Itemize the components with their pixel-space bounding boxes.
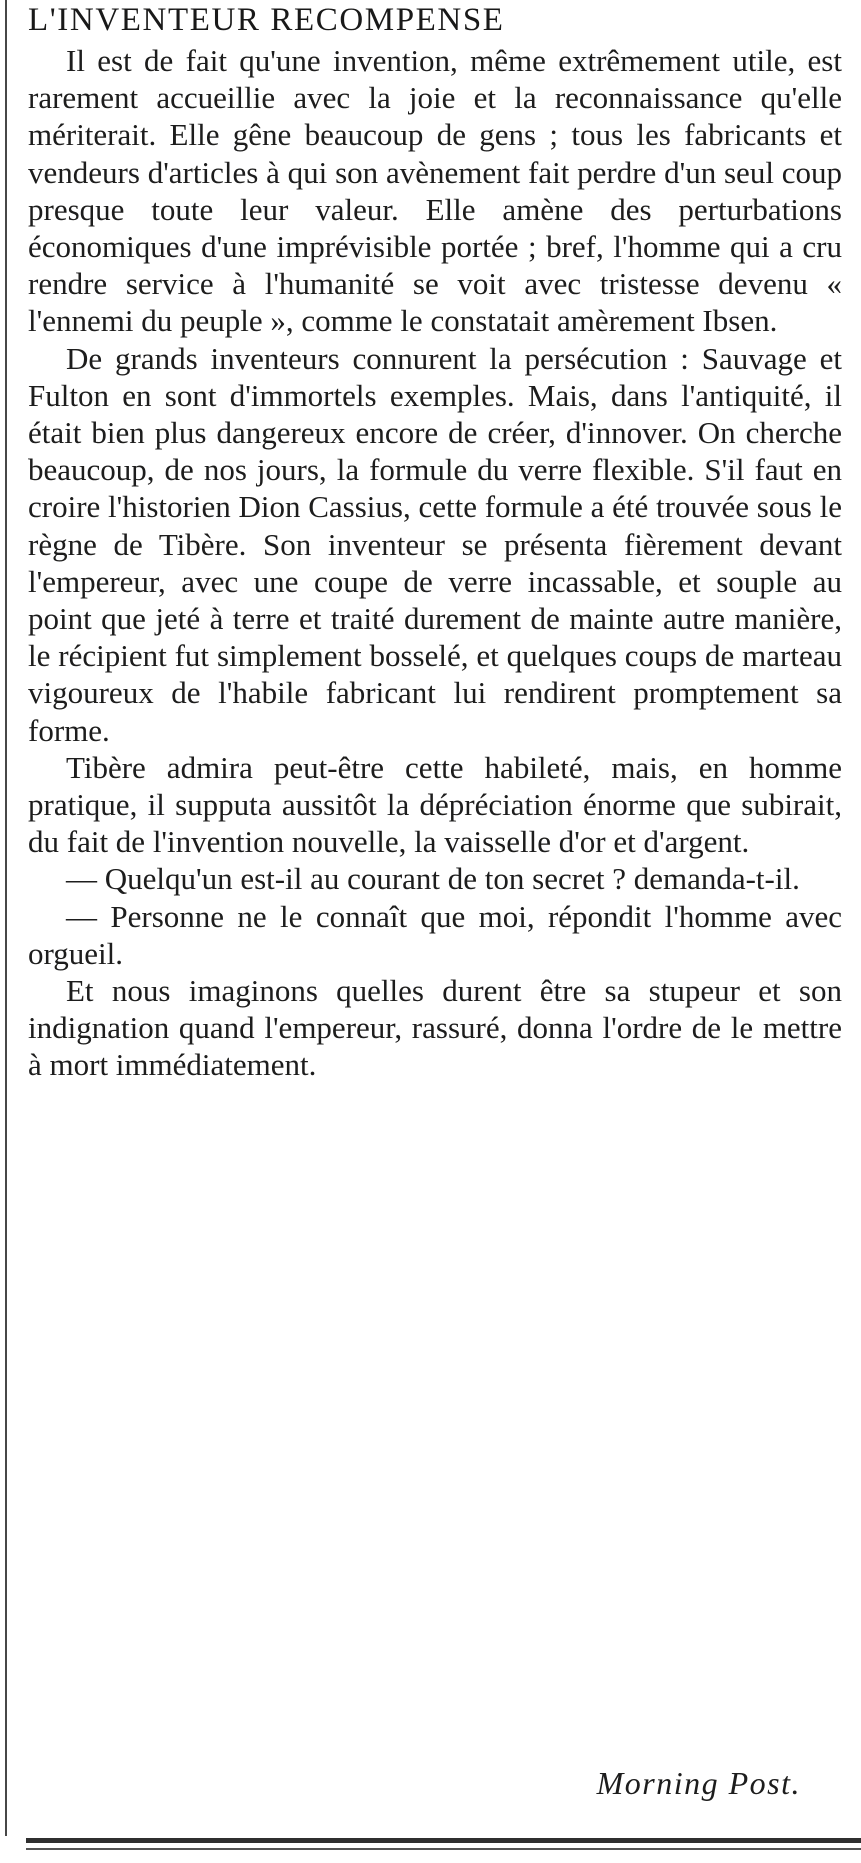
article-headline: L'INVENTEUR RECOMPENSE bbox=[28, 2, 505, 38]
article-paragraph-2: De grands inventeurs connurent la persécution : Sauvage et Fulton en sont d'immortels exemples. Mais, dans l'antiquité, il était bien plus dangereux encore de créer, d'innover. On cherche beaucoup, de nos jours, la formule du verre flexible. S'il faut en croire l'historien Dion Cassius, cette formule a été trouvée sous le règne de Tibère. Son inventeur se présenta fièrement devant l'empereur, avec une coupe de verre incassable, et souple au point que jeté à terre et traité durement de mainte autre manière, le récipient fut simplement bosselé, et quelques coups de marteau vigoureux de l'habile fabricant lui rendirent promptement sa forme. bbox=[28, 340, 842, 748]
article-paragraph-4: — Quelqu'un est-il au courant de ton secret ? demanda-t-il. bbox=[66, 861, 800, 897]
column-divider-left bbox=[5, 0, 7, 1836]
article-paragraph-6: Et nous imaginons quelles durent être sa stupeur et son indignation quand l'empereur, rassuré, donna l'ordre de le mettre à mort immédiatement. bbox=[28, 973, 842, 1083]
bottom-rule-thin bbox=[26, 1848, 861, 1850]
article-paragraph-5: — Personne ne le connaît que moi, répondit l'homme avec orgueil. bbox=[28, 898, 842, 971]
article-signature: Morning Post. bbox=[596, 1765, 801, 1801]
article-column bbox=[28, 0, 842, 1084]
bottom-rule-thick bbox=[26, 1838, 861, 1843]
article-paragraph-1: Il est de fait qu'une invention, même extrêmement utile, est rarement accueillie avec la joie et la reconnaissance qu'elle mériterait. Elle gêne beaucoup de gens ; tous les fabricants et vendeurs d'articles à qui son avènement fait perdre d'un seul coup presque toute leur valeur. Elle amène des perturbations économiques d'une imprévisible portée ; bref, l'homme qui a cru rendre service à l'humanité se voit avec tristesse devenu « l'ennemi du peuple », comme le constatait amèrement Ibsen. bbox=[28, 43, 842, 339]
article-paragraph-3: Tibère admira peut-être cette habileté, mais, en homme pratique, il supputa aussitôt la dépréciation énorme que subirait, du fait de l'invention nouvelle, la vaisselle d'or et d'argent. bbox=[28, 749, 842, 860]
